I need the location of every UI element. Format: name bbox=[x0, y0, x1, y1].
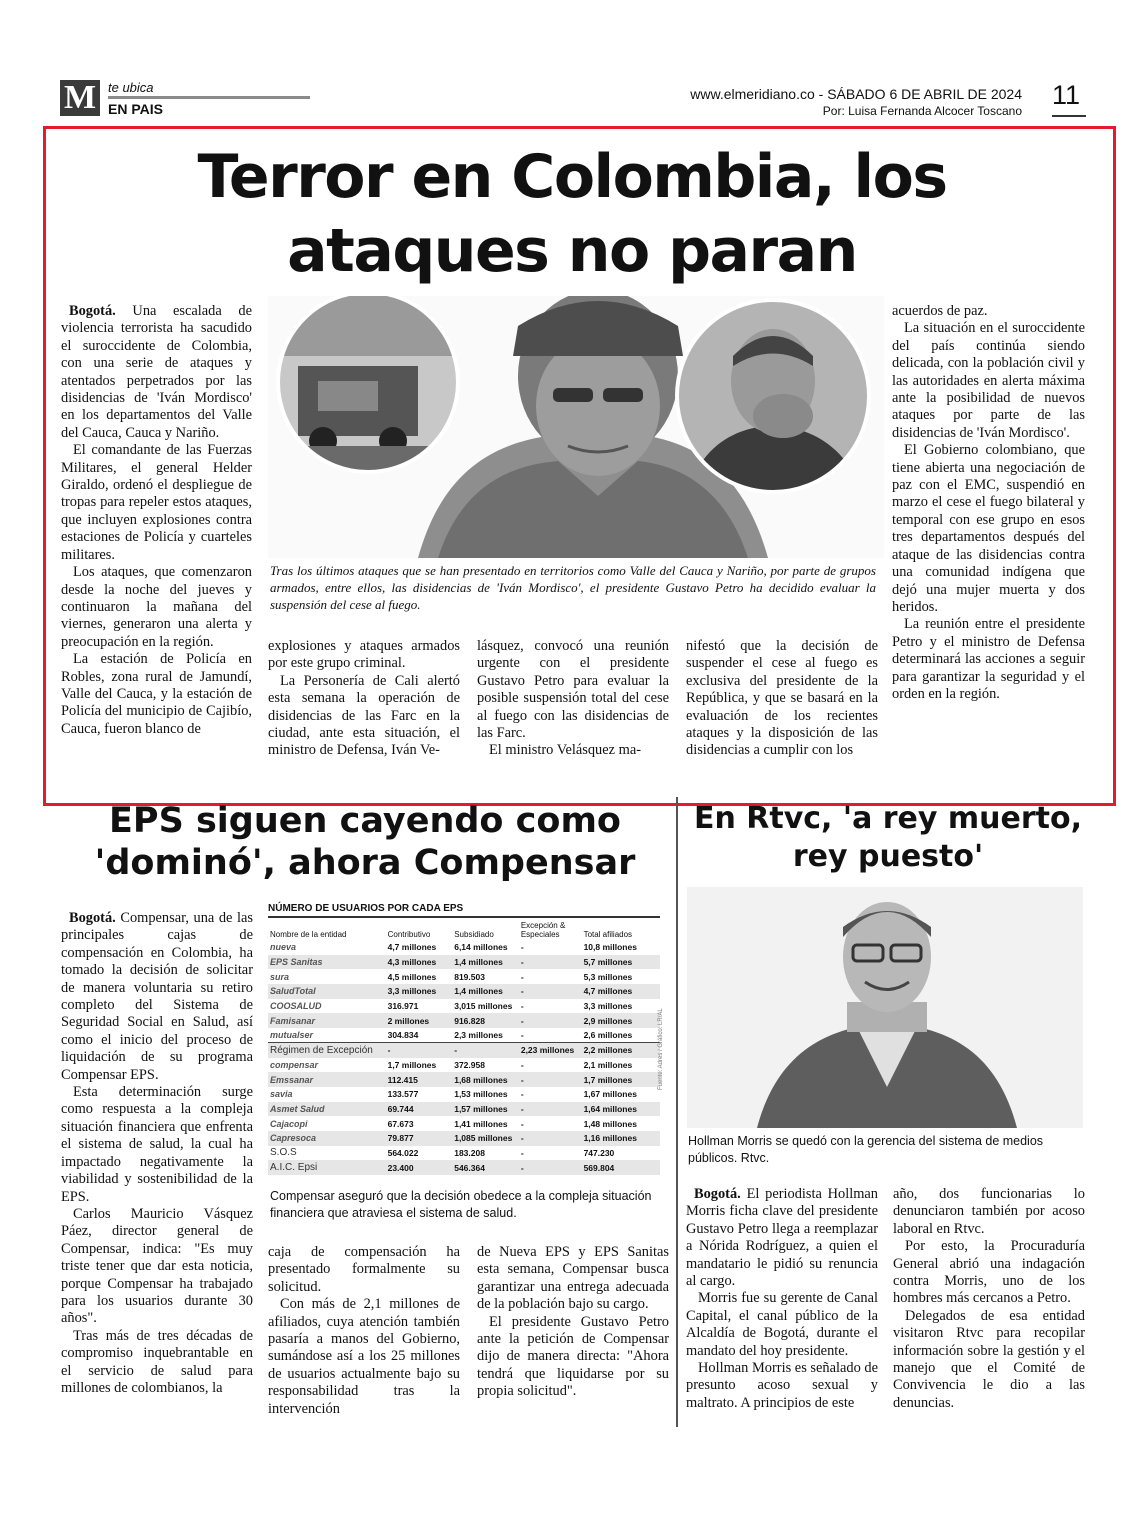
paragraph: Por esto, la Procuraduría General abrió una indagación contra Morris, uno de los hombres más cercanos a Petro. bbox=[893, 1238, 1085, 1307]
top-story-photo bbox=[268, 296, 884, 558]
table-cell: 4,7 millones bbox=[582, 984, 660, 999]
table-cell: - bbox=[386, 1043, 453, 1058]
paragraph: acuerdos de paz. bbox=[892, 303, 988, 319]
table-row bbox=[268, 955, 660, 970]
table-row bbox=[268, 1043, 660, 1058]
table-cell: 3,015 millones bbox=[454, 1001, 513, 1012]
top-story-column-3 bbox=[477, 638, 669, 760]
table-cell: 1,57 millones bbox=[452, 1102, 519, 1117]
top-story-column-2 bbox=[268, 638, 460, 760]
section-tagline: te ubica bbox=[108, 80, 154, 95]
table-cell: - bbox=[520, 1001, 524, 1012]
table-cell: 1,7 millones bbox=[582, 1072, 660, 1087]
paragraph: Morris fue su gerente de Canal Capital, el canal público de la Alcaldía de Bogotá, durante el mandato del hoy presidente. bbox=[686, 1290, 878, 1359]
table-cell: 2,1 millones bbox=[583, 1059, 633, 1070]
table-cell: - bbox=[520, 1118, 524, 1129]
table-cell: - bbox=[520, 1089, 524, 1100]
eps-story-column-1 bbox=[61, 910, 253, 1397]
table-cell: - bbox=[519, 984, 582, 999]
eps-story-column-2 bbox=[268, 1244, 460, 1418]
paragraph: Carlos Mauricio Vásquez Páez, director general de Compensar, indica: "Es muy triste tener que dar esta noticia, porque Compensar ha trabajado para los usuarios durante 30 años". bbox=[61, 1205, 253, 1327]
table-cell: 3,3 millones bbox=[583, 1001, 633, 1012]
paragraph: Tras más de tres décadas de compromiso inquebrantable en el servicio de salud para millones de colombianos, la bbox=[61, 1327, 253, 1396]
eps-story-caption: Compensar aseguró que la decisión obedece a la compleja situación financiera que atraviesa el sistema de salud. bbox=[270, 1189, 652, 1220]
paragraph: La estación de Policía en Robles, zona rural de Jamundí, Valle del Cauca, y la estación de Policía del municipio de Cajibío, Cauca, fueron blanco de bbox=[61, 651, 252, 737]
column-header: Total afiliados bbox=[583, 930, 633, 939]
table-cell: 1,4 millones bbox=[452, 984, 519, 999]
table-cell: 69.744 bbox=[386, 1102, 453, 1117]
table-cell: 112.415 bbox=[386, 1072, 453, 1087]
paragraph: Con más de 2,1 millones de afiliados, cuya atención también pasaría a manos del Gobierno, sumándose así a los 25 millones de usuarios actualmente bajo su responsabilidad tras la intervención bbox=[268, 1296, 460, 1417]
table-cell: 2,6 millones bbox=[583, 1030, 633, 1041]
top-story-column-1 bbox=[61, 303, 252, 738]
table-row bbox=[268, 1072, 660, 1087]
entity-name-cell: compensar bbox=[270, 1059, 319, 1070]
table-cell: 10,8 millones bbox=[583, 942, 637, 953]
table-header-row bbox=[268, 920, 660, 940]
table-cell: - bbox=[519, 1072, 582, 1087]
table-cell: 304.834 bbox=[387, 1030, 419, 1041]
eps-table bbox=[268, 920, 660, 1175]
paragraph: año, dos funcionarias lo denunciaron también por acoso laboral en Rtvc. bbox=[893, 1186, 1085, 1237]
table-title: NÚMERO DE USUARIOS POR CADA EPS bbox=[268, 903, 660, 918]
table-cell: 1,64 millones bbox=[582, 1102, 660, 1117]
table-cell: - bbox=[519, 1013, 582, 1028]
dateline: www.elmeridiano.co - SÁBADO 6 DE ABRIL DE 2024 bbox=[690, 86, 1022, 102]
entity-name-cell: A.I.C. Epsi bbox=[268, 1160, 386, 1175]
table-row bbox=[268, 999, 660, 1014]
entity-name-cell: savia bbox=[270, 1089, 293, 1100]
paragraph: de Nueva EPS y EPS Sanitas esta semana, Compensar busca garantizar una entrega adecuada de la población bajo su cargo. bbox=[477, 1244, 669, 1313]
table-cell: 1,7 millones bbox=[387, 1059, 437, 1070]
paragraph: El comandante de las Fuerzas Militares, el general Helder Giraldo, ordenó el despliegue de tropas para repeler estos ataques, que incluyen explosiones contra estaciones de Policía y cuarteles militares. bbox=[61, 442, 252, 563]
table-cell: 316.971 bbox=[387, 1001, 419, 1012]
paragraph: El ministro Velásquez ma- bbox=[489, 742, 641, 759]
table-cell: 2,2 millones bbox=[582, 1043, 660, 1058]
table-cell: 2,3 millones bbox=[454, 1030, 503, 1041]
table-row bbox=[268, 1131, 660, 1146]
paragraph: La situación en el suroccidente del país continúa siendo delicada, con la población civil y las autoridades en alerta máxima ante la posibilidad de nuevos ataques por parte de las disidencias de 'Iván Mordisco'. bbox=[892, 320, 1085, 441]
table-cell: 819.503 bbox=[454, 971, 485, 982]
entity-name-cell: S.O.S bbox=[270, 1147, 297, 1159]
table-cell: - bbox=[519, 1102, 582, 1117]
paragraph: explosiones y ataques armados por este grupo criminal. bbox=[268, 638, 460, 672]
table-row bbox=[268, 1146, 660, 1161]
entity-name-cell: Emssanar bbox=[268, 1072, 386, 1087]
table-cell: - bbox=[519, 955, 582, 970]
paragraph: Una escalada de violencia terrorista ha sacudido el suroccidente de Colombia, con una serie de ataques y atentados perpetrados por las disidencias de 'Iván Mordisco' en los departamentos del Valle del Cauca, Cauca y Nariño. bbox=[61, 303, 252, 441]
table-cell: 1,48 millones bbox=[583, 1118, 637, 1129]
rtvc-story-caption: Hollman Morris se quedó con la gerencia del sistema de medios públicos. Rtvc. bbox=[688, 1134, 1044, 1165]
table-cell: - bbox=[520, 971, 524, 982]
table-row bbox=[268, 984, 660, 999]
paragraph: Esta determinación surge como respuesta a la compleja situación financiera que enfrenta el sistema de salud, la cual ha impactado negativamente la viabilidad y sostenibilidad de la EPS. bbox=[61, 1084, 253, 1205]
table-row bbox=[268, 940, 660, 955]
table-cell: 1,16 millones bbox=[582, 1131, 660, 1146]
page-number-rule bbox=[1052, 115, 1086, 117]
table-row bbox=[268, 1013, 660, 1028]
table-cell: 1,41 millones bbox=[454, 1118, 508, 1129]
table-cell: 1,68 millones bbox=[452, 1072, 519, 1087]
top-story-headline: Terror en Colombia, los ataques no paran bbox=[197, 142, 947, 286]
top-story-caption: Tras los últimos ataques que se han presentado en territorios como Valle del Cauca y Nariño, por parte de grupos armados, entre ellos, las disidencias de 'Iván Mordisco', el presidente Gustavo Petro ha decidido evaluar la suspensión del cese al fuego. bbox=[270, 563, 876, 612]
newspaper-logo: M bbox=[60, 80, 100, 116]
paragraph: La Personería de Cali alertó esta semana la operación de disidencias de las Farc en la ciudad, ante esta situación, el ministro de Defensa, Iván Ve- bbox=[268, 672, 460, 759]
table-cell: 2,9 millones bbox=[582, 1013, 660, 1028]
paragraph: Hollman Morris es señalado de presunto acoso sexual y maltrato. A principios de este bbox=[686, 1360, 878, 1411]
paragraph: Los ataques, que comenzaron desde la noche del jueves y continuaron la mañana del viernes, generaron una alerta y preocupación en la región. bbox=[61, 564, 252, 650]
table-cell: 546.364 bbox=[452, 1160, 519, 1175]
table-cell: 1,4 millones bbox=[452, 955, 519, 970]
paragraph: caja de compensación ha presentado formalmente su solicitud. bbox=[268, 1244, 460, 1295]
paragraph: El periodista Hollman Morris ficha clave del presidente Gustavo Petro llega a reemplazar a Nórida Rodríguez, a quien el mandatario le pidió su renuncia al cargo. bbox=[686, 1186, 878, 1290]
entity-name-cell: Capresoca bbox=[268, 1131, 386, 1146]
table-cell: 79.877 bbox=[386, 1131, 453, 1146]
table-row bbox=[268, 1102, 660, 1117]
page-number: 11 bbox=[1052, 80, 1081, 110]
paragraph: Delegados de esa entidad visitaron Rtvc para recopilar información sobre la gestión y el manejo que el Comité de Convivencia le dio a las denuncias. bbox=[893, 1307, 1085, 1411]
paragraph: El Gobierno colombiano, que tiene abierta una negociación de paz con el EMC, suspendió en marzo el cese el fuego bilateral y temporal con ese grupo en esos tres departamentos después del ataque de las disidencias contra una comunidad indígena que dejó una mujer muerta y dos heridos. bbox=[892, 442, 1085, 615]
tagline-rule bbox=[108, 96, 310, 99]
table-cell: - bbox=[520, 1147, 524, 1158]
table-cell: 747.230 bbox=[583, 1147, 615, 1158]
table-cell: 5,3 millones bbox=[583, 971, 633, 982]
dateline-lead: Bogotá. bbox=[694, 1186, 741, 1202]
entity-name-cell: Cajacopi bbox=[270, 1118, 308, 1129]
rtvc-story-column-1 bbox=[686, 1186, 878, 1412]
table-cell: - bbox=[520, 1059, 524, 1070]
table-cell: 183.208 bbox=[454, 1147, 485, 1158]
entity-name-cell: nueva bbox=[270, 942, 297, 953]
table-cell: - bbox=[519, 1160, 582, 1175]
byline: Por: Luisa Fernanda Alcocer Toscano bbox=[822, 104, 1022, 118]
table-cell: 372.958 bbox=[454, 1059, 485, 1070]
table-cell: 2 millones bbox=[386, 1013, 453, 1028]
table-source: Fuente: Adres / Gráfico: LR/AL bbox=[658, 1008, 664, 1090]
hollman-morris-photo bbox=[687, 887, 1083, 1128]
column-header: Excepción & Especiales bbox=[520, 921, 566, 939]
entity-name-cell: EPS Sanitas bbox=[268, 955, 386, 970]
table-cell: 3,3 millones bbox=[386, 984, 453, 999]
table-cell: 916.828 bbox=[452, 1013, 519, 1028]
table-row bbox=[268, 1028, 660, 1043]
eps-story-headline: EPS siguen cayendo como 'dominó', ahora Compensar bbox=[94, 801, 636, 883]
table-cell: - bbox=[520, 1030, 524, 1041]
column-header: Subsidiado bbox=[454, 930, 494, 939]
table-cell: 67.673 bbox=[387, 1118, 414, 1129]
entity-name-cell: Asmet Salud bbox=[268, 1102, 386, 1117]
eps-users-table bbox=[268, 903, 660, 1175]
table-body bbox=[268, 940, 660, 1175]
table-cell: 6,14 millones bbox=[454, 942, 508, 953]
table-cell: 4,3 millones bbox=[386, 955, 453, 970]
table-row bbox=[268, 1087, 660, 1102]
rtvc-story-headline: En Rtvc, 'a rey muerto, rey puesto' bbox=[693, 801, 1083, 874]
table-row bbox=[268, 1116, 660, 1131]
table-cell: 1,53 millones bbox=[454, 1089, 508, 1100]
table-cell: - bbox=[452, 1043, 519, 1058]
dateline-lead: Bogotá. bbox=[69, 303, 116, 319]
table-cell: 2,23 millones bbox=[519, 1043, 582, 1058]
entity-name-cell: mutualser bbox=[270, 1030, 314, 1041]
eps-story-column-3 bbox=[477, 1244, 669, 1401]
table-cell: 1,085 millones bbox=[452, 1131, 519, 1146]
paragraph: nifestó que la decisión de suspender el cese al fuego es exclusiva del presidente de la República, y que se basará en la evaluación de los recientes ataques y la disposición de las disidencias a cumplir con los bbox=[686, 638, 878, 759]
entity-name-cell: Régimen de Excepción bbox=[268, 1043, 386, 1058]
table-cell: - bbox=[519, 1131, 582, 1146]
paragraph: La reunión entre el presidente Petro y el ministro de Defensa determinará las acciones a seguir para garantizar la seguridad y el orden en la región. bbox=[892, 616, 1085, 702]
entity-name-cell: Famisanar bbox=[268, 1013, 386, 1028]
table-row bbox=[268, 969, 660, 984]
table-row bbox=[268, 1160, 660, 1175]
dateline-lead: Bogotá. bbox=[69, 910, 116, 926]
paragraph: El presidente Gustavo Petro ante la petición de Compensar dijo de manera directa: "Ahora tendrá que liquidarse por su propia solicitud". bbox=[477, 1313, 669, 1400]
table-cell: - bbox=[520, 942, 524, 953]
section-name: EN PAIS bbox=[108, 101, 163, 117]
table-cell: 133.577 bbox=[387, 1089, 419, 1100]
table-row bbox=[268, 1058, 660, 1073]
table-cell: 4,7 millones bbox=[387, 942, 437, 953]
table-cell: 564.022 bbox=[387, 1147, 419, 1158]
column-header: Contributivo bbox=[387, 930, 431, 939]
column-divider bbox=[676, 797, 678, 1427]
paragraph: lásquez, convocó una reunión urgente con el presidente Gustavo Petro para evaluar la posible suspensión total del cese al fuego con las disidencias de las Farc. bbox=[477, 638, 669, 742]
table-cell: 1,67 millones bbox=[583, 1089, 637, 1100]
table-cell: 23.400 bbox=[386, 1160, 453, 1175]
top-story-column-5 bbox=[892, 303, 1085, 703]
top-story-column-4 bbox=[686, 638, 878, 760]
table-cell: 4,5 millones bbox=[387, 971, 437, 982]
column-header: Nombre de la entidad bbox=[270, 930, 347, 939]
entity-name-cell: COOSALUD bbox=[270, 1001, 322, 1012]
entity-name-cell: sura bbox=[270, 971, 290, 982]
paragraph: Compensar, una de las principales cajas de compensación en Colombia, ha tomado la decisión de solicitar de manera voluntaria su retiro completo del Sistema de Seguridad Social en Salud, así como el inicio del proceso de liquidación de su programa Compensar EPS. bbox=[61, 910, 253, 1083]
table-cell: 5,7 millones bbox=[582, 955, 660, 970]
table-cell: 569.804 bbox=[582, 1160, 660, 1175]
rtvc-story-column-2 bbox=[893, 1186, 1085, 1412]
entity-name-cell: SaludTotal bbox=[268, 984, 386, 999]
